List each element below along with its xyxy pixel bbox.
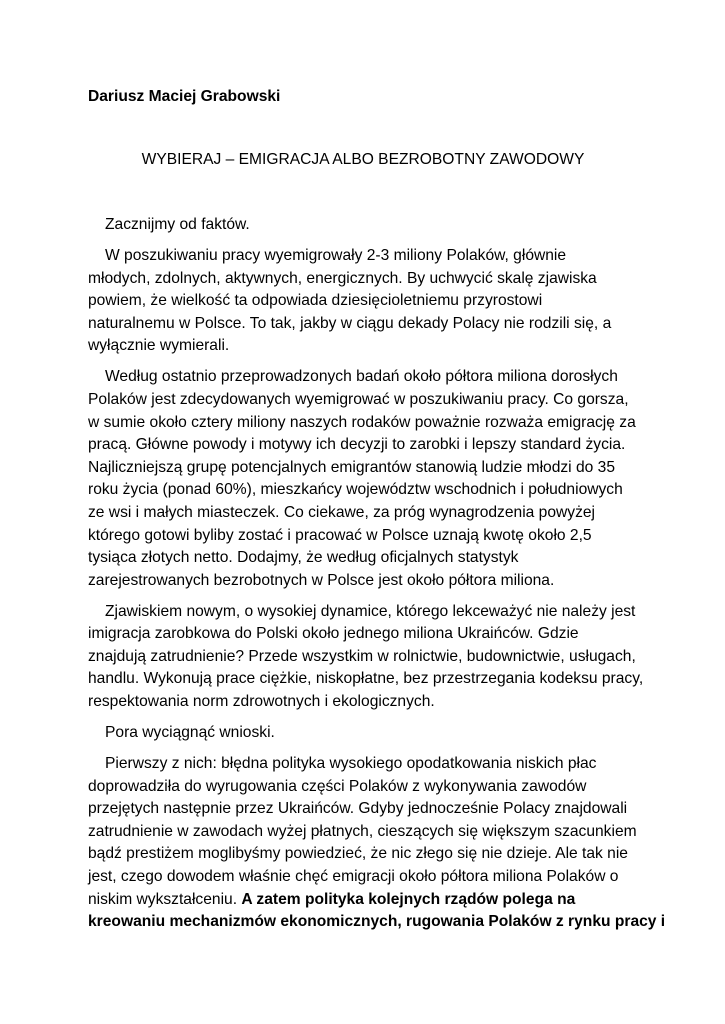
text-line: znajdują zatrudnienie? Przede wszystkim w rolnictwie, budownictwie, usługach, <box>88 647 636 665</box>
text-line-bold: kreowaniu mechanizmów ekonomicznych, rugowania Polaków z rynku pracy i <box>88 913 666 931</box>
text-bold: A zatem polityka kolejnych rządów polega na <box>241 890 576 908</box>
author-name: Dariusz Maciej Grabowski <box>88 88 281 105</box>
text-line: Pierwszy z nich: błędna polityka wysokiego opodatkowania niskich płac <box>105 755 597 773</box>
text-line: przejętych następnie przez Ukraińców. Gdyby jednocześnie Polacy znajdowali <box>88 800 628 818</box>
document-body <box>88 214 666 942</box>
text-line: Pora wyciągnąć wnioski. <box>105 724 275 742</box>
paragraph-2 <box>88 245 640 358</box>
text-normal: niskim wykształceniu. <box>88 890 242 908</box>
text-line: ze wsi i małych miasteczek. Co ciekawe, za próg wynagrodzenia powyżej <box>88 503 596 521</box>
text-line: którego gotowi byliby zostać i pracować w Polsce uznają kwotę około 2,5 <box>88 526 592 544</box>
text-line: w sumie około cztery miliony naszych rodaków poważnie rozważa emigrację za <box>88 413 636 431</box>
document-title: WYBIERAJ – EMIGRACJA ALBO BEZROBOTNY ZAWODOWY <box>141 151 585 168</box>
text-line: Według ostatnio przeprowadzonych badań około półtora miliona dorosłych <box>105 368 618 386</box>
text-line: handlu. Wykonują prace ciężkie, niskopłatne, bez przestrzegania kodeksu pracy, <box>88 670 644 688</box>
paragraph-4 <box>88 601 644 714</box>
text-line: doprowadziła do wyrugowania części Polaków z wykonywania zawodów <box>88 777 587 795</box>
text-line: zarejestrowanych bezrobotnych w Polsce jest około półtora miliona. <box>88 571 555 589</box>
paragraph-6 <box>88 753 666 934</box>
text-line: pracą. Główne powody i motywy ich decyzji to zarobki i lepszy standard życia. <box>88 436 626 454</box>
text-line: Polaków jest zdecydowanych wyemigrować w poszukiwaniu pracy. Co gorsza, <box>88 390 629 408</box>
text-line: W poszukiwaniu pracy wyemigrowały 2-3 miliony Polaków, głównie <box>105 246 567 264</box>
text-line: młodych, zdolnych, aktywnych, energicznych. By uchwycić skalę zjawiska <box>88 269 597 287</box>
text-line: roku życia (ponad 60%), mieszkańcy województw wschodnich i południowych <box>88 481 623 499</box>
text-line: powiem, że wielkość ta odpowiada dziesięcioletniemu przyrostowi <box>88 292 543 310</box>
paragraph-5 <box>88 722 640 745</box>
paragraph-1 <box>88 214 640 237</box>
text-line: zatrudnienie w zawodach wyżej płatnych, cieszących się większym szacunkiem <box>88 822 637 840</box>
text-line: Najliczniejszą grupę potencjalnych emigrantów stanowią ludzie młodzi do 35 <box>88 458 616 476</box>
text-line: tysiąca złotych netto. Dodajmy, że według oficjalnych statystyk <box>88 549 519 567</box>
text-line: wyłącznie wymierali. <box>88 337 230 355</box>
text-line: bądź prestiżem moglibyśmy powiedzieć, że nic złego się nie dzieje. Ale tak nie <box>88 845 628 863</box>
text-line-mixed <box>88 889 640 912</box>
paragraph-3 <box>88 366 640 592</box>
text-line: respektowania norm zdrowotnych i ekologicznych. <box>88 693 435 711</box>
text-line: Zacznijmy od faktów. <box>105 216 250 233</box>
text-line: naturalnemu w Polsce. To tak, jakby w ciągu dekady Polacy nie rodzili się, a <box>88 314 612 332</box>
text-line: imigracja zarobkowa do Polski około jednego miliona Ukraińców. Gdzie <box>88 625 579 643</box>
text-line: Zjawiskiem nowym, o wysokiej dynamice, którego lekceważyć nie należy jest <box>105 602 636 620</box>
text-line: jest, czego dowodem właśnie chęć emigracji około półtora miliona Polaków o <box>88 867 619 885</box>
